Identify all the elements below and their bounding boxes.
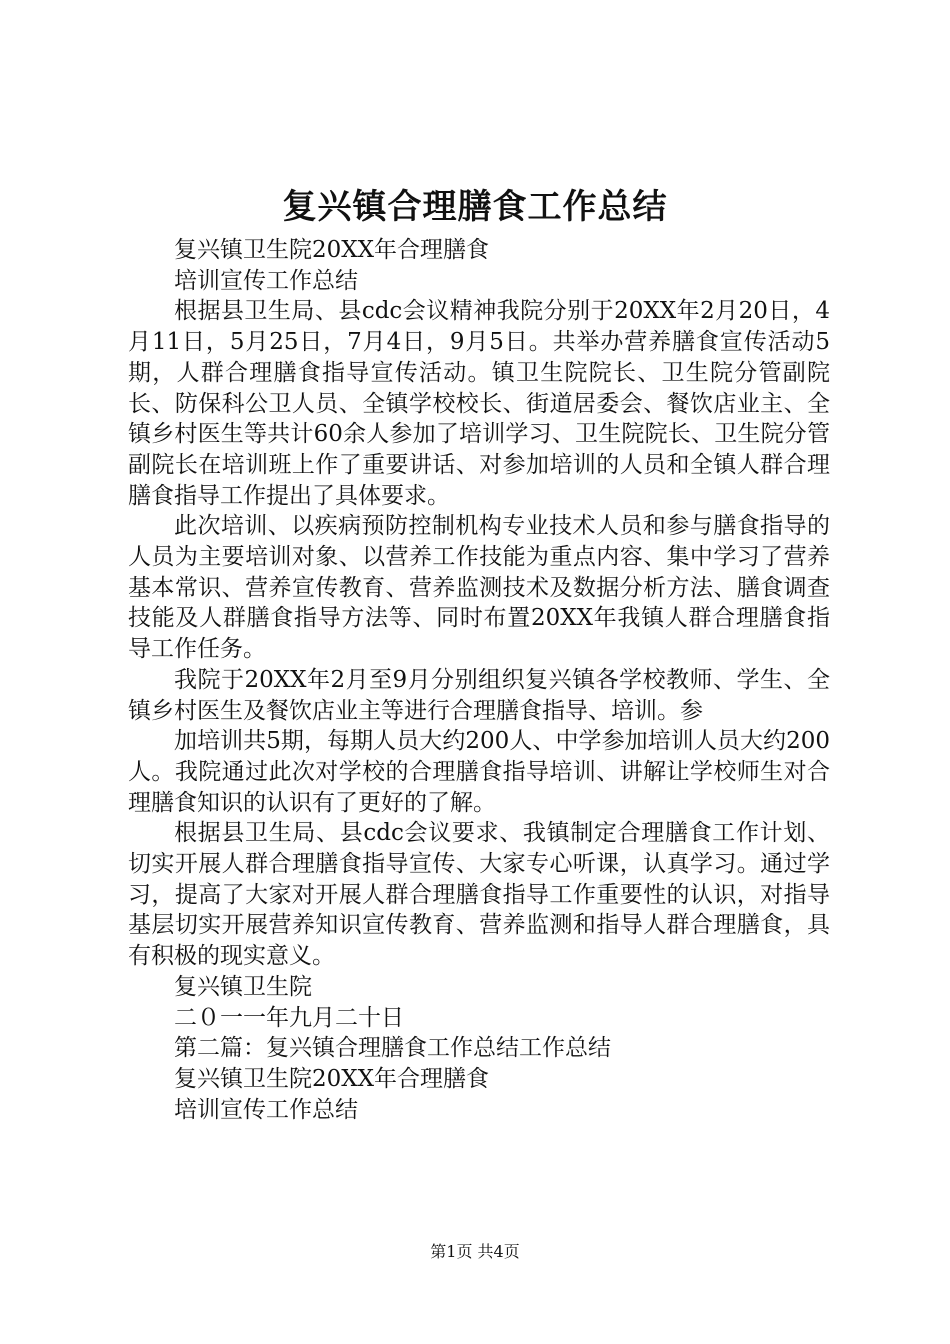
page-number-footer: 第1页 共4页 <box>430 1242 520 1261</box>
paragraph-training-participants: 加培训共5期，每期人员大约200人、中学参加培训人员大约200人。我院通过此次对学校的合理膳食指导培训、讲解让学校师生对合理膳食知识的认识有了更好的了解。 <box>128 728 830 816</box>
paragraph-background: 根据县卫生局、县cdc会议精神我院分别于20XX年2月20日，4月11日，5月25日，7月4日，9月5日。共举办营养膳食宣传活动5期，人群合理膳食指导宣传活动。镇卫生院院长、卫生院分管副院长、防保科公卫人员、全镇学校校长、街道居委会、餐饮店业主、全镇乡村医生等共计60余人参加了培训学习、卫生院院长、卫生院分管副院长在培训班上作了重要讲话、对参加培训的人员和全镇人群合理膳食指导工作提出了具体要求。 <box>128 298 830 509</box>
document-body <box>128 235 830 1125</box>
paragraph-subtitle-line2: 培训宣传工作总结 <box>174 267 358 294</box>
signature-date: 二０一一年九月二十日 <box>174 1004 404 1031</box>
paragraph-subtitle-line1: 复兴镇卫生院20XX年合理膳食 <box>174 237 490 263</box>
section-heading-part-two: 第二篇：复兴镇合理膳食工作总结工作总结 <box>174 1035 611 1062</box>
paragraph-part-two-subtitle-line2: 培训宣传工作总结 <box>174 1096 358 1123</box>
paragraph-training-organization: 我院于20XX年2月至9月分别组织复兴镇各学校教师、学生、全镇乡村医生及餐饮店业主等进行合理膳食指导、培训。参 <box>128 666 830 724</box>
paragraph-training-content: 此次培训、以疾病预防控制机构专业技术人员和参与膳食指导的人员为主要培训对象、以营养工作技能为重点内容、集中学习了营养基本常识、营养宣传教育、营养监测技术及数据分析方法、膳食调查技能及人群膳食指导方法等、同时布置20XX年我镇人群合理膳食指导工作任务。 <box>128 513 830 663</box>
paragraph-significance: 根据县卫生局、县cdc会议要求、我镇制定合理膳食工作计划、切实开展人群合理膳食指导宣传、大家专心听课，认真学习。通过学习，提高了大家对开展人群合理膳食指导工作重要性的认识，对指导基层切实开展营养知识宣传教育、营养监测和指导人群合理膳食，具有积极的现实意义。 <box>128 820 830 970</box>
paragraph-part-two-subtitle-line1: 复兴镇卫生院20XX年合理膳食 <box>174 1065 490 1092</box>
document-title: 复兴镇合理膳食工作总结 <box>282 187 668 227</box>
signature-organization: 复兴镇卫生院 <box>174 973 312 1000</box>
